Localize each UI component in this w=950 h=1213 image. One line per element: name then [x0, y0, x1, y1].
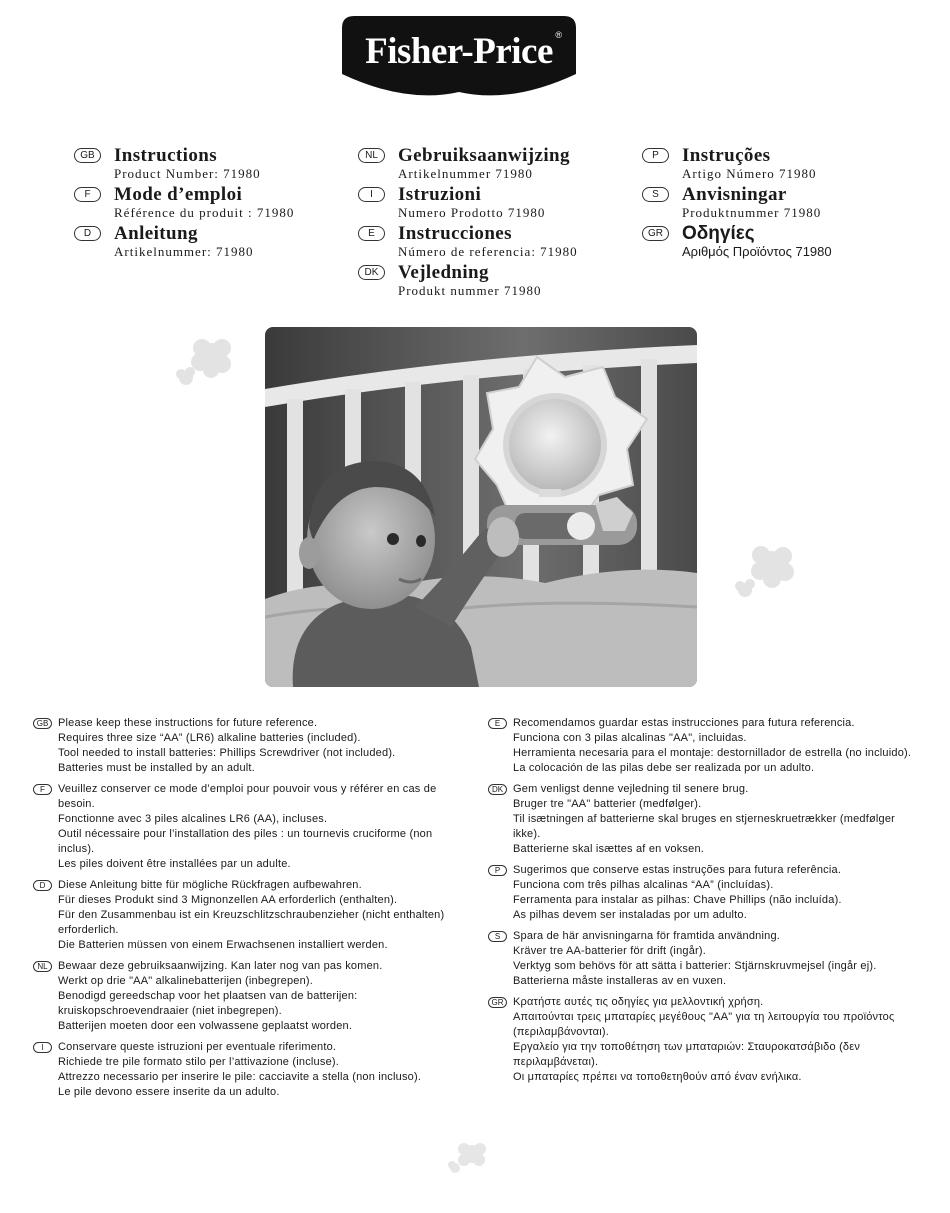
language-code-badge: S — [642, 187, 669, 202]
product-number: Produktnummer 71980 — [682, 205, 822, 220]
note-line: Werkt op drie "AA" alkalinebatterijen (inbegrepen). — [58, 975, 314, 987]
product-number: Référence du produit : 71980 — [114, 205, 295, 220]
note-line: Ferramenta para instalar as pilhas: Chave Phillips (não incluída). — [513, 894, 842, 906]
note-line: Requires three size “AA” (LR6) alkaline batteries (included). — [58, 732, 361, 744]
decorative-star-cluster-icon — [446, 1138, 496, 1178]
language-code-badge: P — [488, 865, 507, 876]
note-block-gb — [33, 716, 453, 776]
note-block-p — [488, 863, 918, 923]
note-line: Funciona com três pilhas alcalinas “AA” (incluídas). — [513, 879, 774, 891]
note-block-dk — [488, 782, 918, 857]
note-line: Für dieses Produkt sind 3 Mignonzellen AA erforderlich (enthalten). — [58, 894, 398, 906]
language-code-badge: I — [358, 187, 385, 202]
language-code-badge: F — [33, 784, 52, 795]
baby-crib-toy-illustration — [265, 327, 697, 687]
language-title: Vejledning — [398, 262, 489, 283]
note-line: Le pile devono essere inserite da un adulto. — [58, 1086, 280, 1098]
registered-mark: ® — [555, 30, 562, 40]
product-number: Numero Prodotto 71980 — [398, 205, 546, 220]
note-line: Die Batterien müssen von einem Erwachsenen installiert werden. — [58, 939, 388, 951]
note-line: Απαιτούνται τρεις μπαταρίες μεγέθους "AA" για τη λειτουργία του προϊόντος (περιλαμβάνονται). — [513, 1011, 895, 1038]
note-line: Outil nécessaire pour l’installation des piles : un tournevis cruciforme (non inclus). — [58, 828, 433, 855]
language-code-badge: GB — [33, 718, 52, 729]
note-line: Gem venligst denne vejledning til senere brug. — [513, 783, 749, 795]
note-line: Κρατήστε αυτές τις οδηγίες για μελλοντική χρήση. — [513, 996, 764, 1008]
decorative-star-cluster-icon — [730, 536, 810, 608]
note-block-gr — [488, 995, 918, 1085]
note-line: Batterierna måste installeras av en vuxen. — [513, 975, 727, 987]
language-code-badge: GB — [74, 148, 101, 163]
note-line: Batteries must be installed by an adult. — [58, 762, 255, 774]
note-line: Verktyg som behövs för att sätta i batterier: Stjärnskruvmejsel (ingår ej). — [513, 960, 877, 972]
note-line: Herramienta necesaria para el montaje: destornillador de estrella (no incluido). — [513, 747, 912, 759]
note-block-d — [33, 878, 453, 953]
language-code-badge: S — [488, 931, 507, 942]
product-number: Product Number: 71980 — [114, 166, 261, 181]
decorative-star-cluster-icon — [174, 326, 244, 396]
language-code-badge: GR — [488, 997, 507, 1008]
note-line: Recomendamos guardar estas instrucciones para futura referencia. — [513, 717, 855, 729]
note-line: As pilhas devem ser instaladas por um adulto. — [513, 909, 748, 921]
note-block-f — [33, 782, 453, 872]
language-code-badge: P — [642, 148, 669, 163]
note-line: Please keep these instructions for future reference. — [58, 717, 318, 729]
language-title: Anvisningar — [682, 184, 787, 205]
language-title: Instructions — [114, 145, 217, 166]
language-code-badge: NL — [358, 148, 385, 163]
note-line: Les piles doivent être installées par un adulte. — [58, 858, 291, 870]
notes-column-left — [33, 716, 453, 1106]
note-line: Spara de här anvisningarna för framtida användning. — [513, 930, 781, 942]
product-number: Número de referencia: 71980 — [398, 244, 578, 259]
note-line: Conservare queste istruzioni per eventuale riferimento. — [58, 1041, 337, 1053]
note-line: Tool needed to install batteries: Phillips Screwdriver (not included). — [58, 747, 396, 759]
language-code-badge: DK — [358, 265, 385, 280]
product-photo — [265, 327, 697, 687]
note-line: Fonctionne avec 3 piles alcalines LR6 (AA), incluses. — [58, 813, 328, 825]
note-line: Batterierne skal isættes af en voksen. — [513, 843, 705, 855]
note-line: Sugerimos que conserve estas instruções para futura referência. — [513, 864, 842, 876]
note-line: Attrezzo necessario per inserire le pile: cacciavite a stella (non incluso). — [58, 1071, 422, 1083]
note-line: Für den Zusammenbau ist ein Kreuzschlitzschraubenzieher (nicht enthalten) erforderlich. — [58, 909, 445, 936]
note-line: Til isætningen af batterierne skal bruges en stjerneskruetrækker (medfølger ikke). — [513, 813, 896, 840]
note-line: Veuillez conserver ce mode d’emploi pour pouvoir vous y référer en cas de besoin. — [58, 783, 437, 810]
language-code-badge: NL — [33, 961, 52, 972]
product-number: Artikelnummer 71980 — [398, 166, 533, 181]
language-title: Οδηγίες — [682, 223, 755, 244]
brand-logo — [342, 16, 576, 96]
note-line: Εργαλείο για την τοποθέτηση των μπαταριών: Σταυροκατσάβιδο (δεν περιλαμβάνεται). — [513, 1041, 861, 1068]
language-title: Instruções — [682, 145, 771, 166]
language-code-badge: D — [33, 880, 52, 891]
language-title: Anleitung — [114, 223, 198, 244]
note-line: Funciona con 3 pilas alcalinas "AA", incluidas. — [513, 732, 747, 744]
language-title: Instrucciones — [398, 223, 512, 244]
note-block-nl — [33, 959, 453, 1034]
note-line: Batterijen moeten door een volwassene geplaatst worden. — [58, 1020, 353, 1032]
notes-column-right — [488, 716, 918, 1091]
language-code-badge: D — [74, 226, 101, 241]
note-block-i — [33, 1040, 453, 1100]
note-line: Richiede tre pile formato stilo per l’attivazione (incluse). — [58, 1056, 340, 1068]
note-line: La colocación de las pilas debe ser realizada por un adulto. — [513, 762, 815, 774]
language-code-badge: GR — [642, 226, 669, 241]
note-block-e — [488, 716, 918, 776]
note-line: Benodigd gereedschap voor het plaatsen van de batterijen: kruiskopschroevendraaier (niet inbegrepen). — [58, 990, 358, 1017]
language-title: Istruzioni — [398, 184, 482, 205]
product-number: Produkt nummer 71980 — [398, 283, 542, 298]
language-title: Gebruiksaanwijzing — [398, 145, 570, 166]
language-code-badge: E — [358, 226, 385, 241]
note-line: Kräver tre AA-batterier för drift (ingår). — [513, 945, 707, 957]
note-line: Diese Anleitung bitte für mögliche Rückfragen aufbewahren. — [58, 879, 362, 891]
product-number: Αριθμός Προϊόντος 71980 — [682, 244, 832, 259]
language-code-badge: F — [74, 187, 101, 202]
language-code-badge: I — [33, 1042, 52, 1053]
language-code-badge: E — [488, 718, 507, 729]
language-code-badge: DK — [488, 784, 507, 795]
brand-name: Fisher-Price — [365, 31, 553, 72]
note-line: Bruger tre "AA" batterier (medfølger). — [513, 798, 702, 810]
note-block-s — [488, 929, 918, 989]
language-title: Mode d’emploi — [114, 184, 243, 205]
product-number: Artigo Número 71980 — [682, 166, 817, 181]
note-line: Bewaar deze gebruiksaanwijzing. Kan later nog van pas komen. — [58, 960, 383, 972]
note-line: Οι μπαταρίες πρέπει να τοποθετηθούν από έναν ενήλικα. — [513, 1071, 802, 1083]
product-number: Artikelnummer: 71980 — [114, 244, 254, 259]
